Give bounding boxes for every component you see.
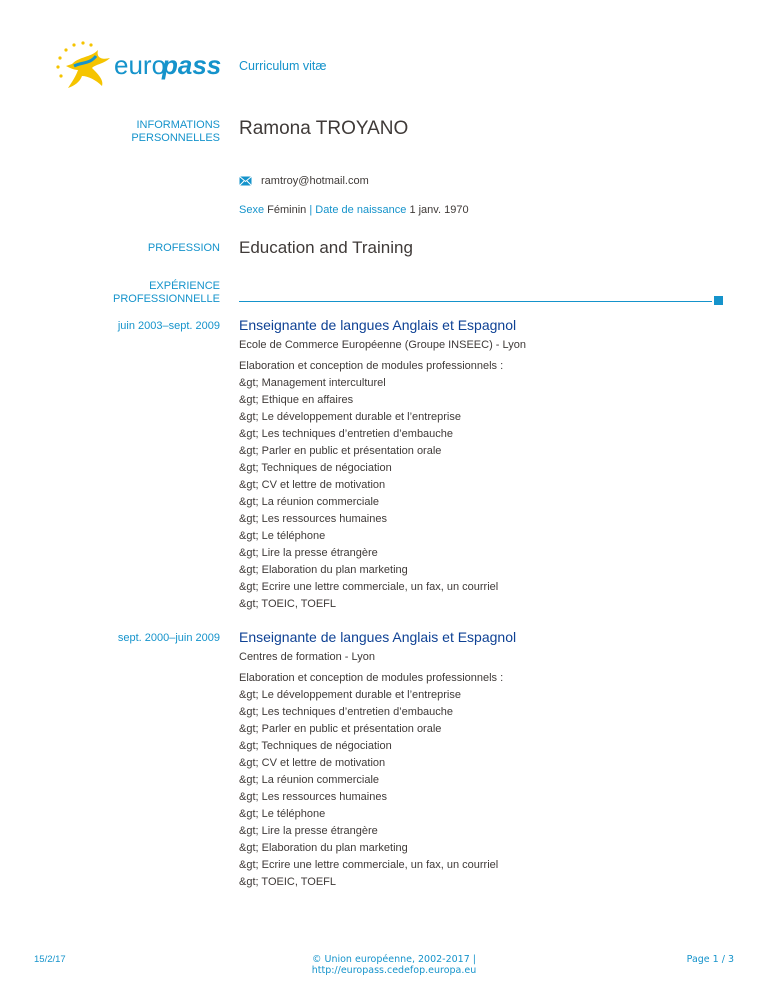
entry-1-dates: juin 2003–sept. 2009 — [117, 320, 220, 332]
list-item: &gt; Les techniques d’entretien d’embauche — [239, 706, 454, 718]
list-item: &gt; La réunion commerciale — [239, 496, 380, 508]
job-title: Enseignante de langues Anglais et Espagnol — [239, 317, 517, 333]
personal-info-label-line1: INFORMATIONS — [136, 119, 220, 131]
candidate-name: Ramona TROYANO — [239, 118, 409, 139]
experience-label — [113, 280, 220, 306]
svg-text:euro: euro — [114, 50, 167, 80]
birth-date-value: 1 janv. 1970 — [409, 204, 469, 216]
list-item: &gt; La réunion commerciale — [239, 774, 380, 786]
list-item: &gt; TOEIC, TOEFL — [239, 598, 337, 610]
employer: Centres de formation - Lyon — [239, 651, 375, 663]
section-divider-square — [714, 296, 723, 305]
experience-label-line2: PROFESSIONNELLE — [113, 293, 220, 305]
entry-2-dates: sept. 2000–juin 2009 — [117, 632, 220, 644]
list-item: &gt; TOEIC, TOEFL — [239, 876, 337, 888]
list-item: Elaboration et conception de modules professionnels : — [239, 672, 504, 684]
list-item: &gt; Le développement durable et l’entreprise — [239, 689, 461, 701]
europass-logo — [52, 36, 232, 92]
list-item: &gt; CV et lettre de motivation — [239, 757, 386, 769]
svg-text:pass: pass — [162, 50, 222, 80]
list-item: &gt; Techniques de négociation — [239, 740, 392, 752]
experience-entry-2 — [239, 628, 729, 891]
document-title: Curriculum vitæ — [239, 59, 327, 73]
email-row — [239, 175, 369, 187]
sex-label: Sexe — [239, 204, 265, 216]
job-title: Enseignante de langues Anglais et Espagnol — [239, 629, 517, 645]
list-item: &gt; Ethique en affaires — [239, 394, 354, 406]
footer-date: 15/2/17 — [34, 954, 66, 965]
list-item: &gt; Lire la presse étrangère — [239, 547, 378, 559]
list-item: &gt; Ecrire une lettre commerciale, un fax, un courriel — [239, 581, 499, 593]
list-item: &gt; Les techniques d’entretien d’embauche — [239, 428, 454, 440]
profession-label: PROFESSION — [147, 242, 220, 254]
list-item: &gt; Parler en public et présentation orale — [239, 723, 442, 735]
experience-label-line1: EXPÉRIENCE — [149, 280, 220, 292]
entry-2-items — [239, 670, 729, 891]
mail-icon — [239, 176, 252, 186]
list-item: &gt; Lire la presse étrangère — [239, 825, 378, 837]
sex-value: Féminin — [267, 204, 307, 216]
list-item: &gt; Le téléphone — [239, 530, 326, 542]
list-item: &gt; Elaboration du plan marketing — [239, 564, 408, 576]
section-divider — [239, 301, 712, 302]
footer-page-number: Page 1 / 3 — [686, 954, 734, 965]
personal-info-label — [131, 119, 220, 145]
list-item: &gt; Parler en public et présentation orale — [239, 445, 442, 457]
birth-date-label: Date de naissance — [315, 204, 407, 216]
list-item: &gt; Le développement durable et l’entreprise — [239, 411, 461, 423]
list-item: &gt; Elaboration du plan marketing — [239, 842, 408, 854]
separator: | — [309, 204, 313, 216]
email-link[interactable]: ramtroy@hotmail.com — [261, 175, 369, 187]
list-item: &gt; Les ressources humaines — [239, 513, 387, 525]
list-item: Elaboration et conception de modules professionnels : — [239, 360, 504, 372]
personal-details — [239, 204, 469, 216]
list-item: &gt; Le téléphone — [239, 808, 326, 820]
list-item: &gt; Ecrire une lettre commerciale, un fax, un courriel — [239, 859, 499, 871]
list-item: &gt; Les ressources humaines — [239, 791, 387, 803]
footer-copyright[interactable]: © Union européenne, 2002-2017 | http://europass.cedefop.europa.eu — [311, 954, 477, 976]
entry-1-items — [239, 358, 729, 613]
experience-entry-1 — [239, 316, 729, 613]
list-item: &gt; CV et lettre de motivation — [239, 479, 386, 491]
list-item: &gt; Management interculturel — [239, 377, 386, 389]
employer: Ecole de Commerce Européenne (Groupe INSEEC) - Lyon — [239, 339, 526, 351]
profession-value: Education and Training — [239, 238, 413, 257]
list-item: &gt; Techniques de négociation — [239, 462, 392, 474]
personal-info-label-line2: PERSONNELLES — [131, 132, 220, 144]
